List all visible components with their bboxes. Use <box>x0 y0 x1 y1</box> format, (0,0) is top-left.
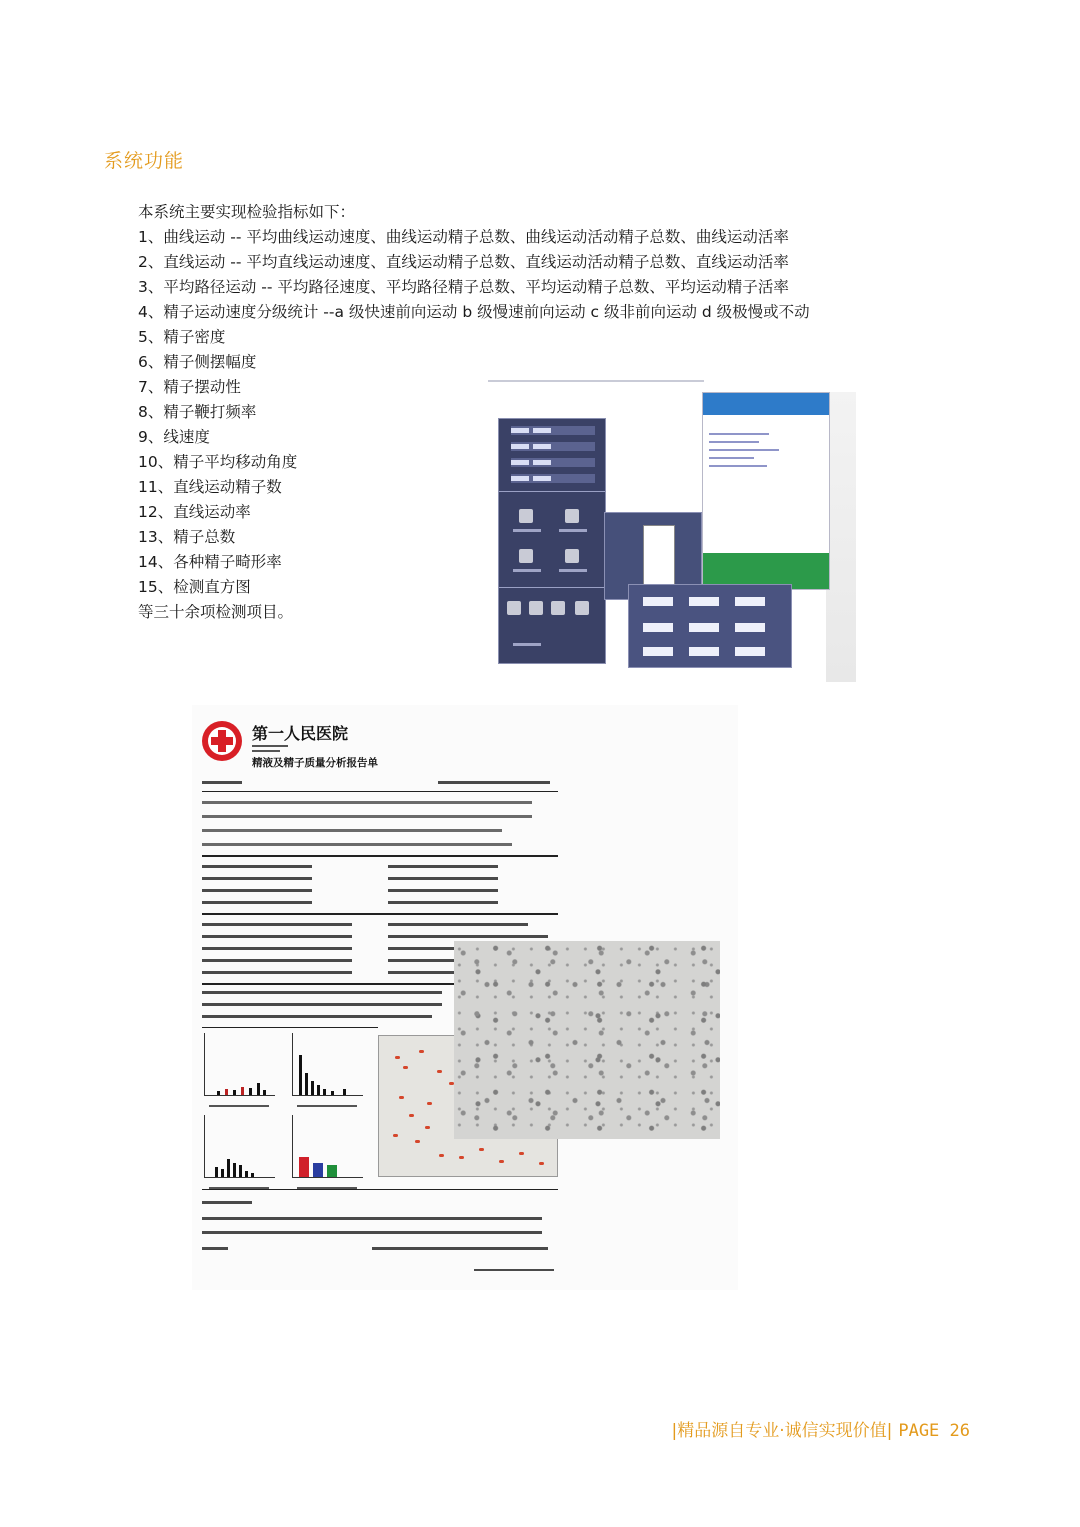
hospital-name: 第一人民医院 <box>252 724 349 743</box>
text-line <box>388 923 528 926</box>
text-line <box>474 1269 554 1271</box>
menu-row <box>511 474 595 483</box>
text-line <box>202 865 312 868</box>
rule <box>202 791 558 792</box>
text-line <box>202 935 352 938</box>
text-line <box>202 815 532 818</box>
app-icon <box>565 549 579 563</box>
param-field <box>735 623 765 632</box>
param-field <box>689 597 719 606</box>
intro-line: 10、精子平均移动角度 <box>138 453 298 471</box>
text-line <box>202 1247 228 1250</box>
rule <box>202 913 558 915</box>
param-field <box>735 597 765 606</box>
text-line <box>202 947 352 950</box>
rule <box>202 1189 558 1190</box>
text-line <box>438 781 550 784</box>
intro-line: 4、精子运动速度分级统计 --a 级快速前向运动 b 级慢速前向运动 c 级非前向运动 d 级极慢或不动 <box>138 303 810 321</box>
intro-line: 7、精子摆动性 <box>138 378 241 396</box>
intro-line: 12、直线运动率 <box>138 503 251 521</box>
intro-line: 等三十余项检测项目。 <box>138 603 294 621</box>
software-screenshot-collage <box>488 378 860 674</box>
icon-label <box>513 643 541 646</box>
text-line <box>202 971 352 974</box>
list-line <box>709 457 754 459</box>
background-strip <box>826 392 856 682</box>
report-title: 精液及精子质量分析报告单 <box>252 757 378 769</box>
intro-line: 14、各种精子畸形率 <box>138 553 282 571</box>
histogram <box>292 1115 363 1178</box>
list-line <box>709 433 769 435</box>
microscope-image <box>454 941 720 1139</box>
text-line <box>388 959 454 962</box>
list-line <box>709 449 779 451</box>
app-icon <box>551 601 565 615</box>
icon-label <box>513 529 541 532</box>
intro-line: 3、平均路径运动 -- 平均路径速度、平均路径精子总数、平均运动精子总数、平均运动精子活率 <box>138 278 789 296</box>
text-line <box>202 1231 542 1234</box>
text-line <box>202 829 502 832</box>
text-line <box>202 1015 432 1018</box>
intro-line: 13、精子总数 <box>138 528 236 546</box>
text-line <box>202 1003 442 1006</box>
parameters-window <box>628 584 792 668</box>
menu-row <box>511 426 595 435</box>
footer-slogan: |精品源自专业·诚信实现价值| <box>671 1421 893 1441</box>
text-line <box>202 801 532 804</box>
intro-line: 6、精子侧摆幅度 <box>138 353 257 371</box>
option-list <box>643 525 675 587</box>
intro-line: 9、线速度 <box>138 428 210 446</box>
hospital-cross-icon <box>202 721 242 761</box>
status-bar <box>703 553 829 571</box>
app-icon <box>507 601 521 615</box>
text-line <box>202 901 312 904</box>
text-line <box>202 1201 252 1204</box>
app-icon <box>529 601 543 615</box>
text-line <box>202 991 442 994</box>
footer <box>671 1416 970 1441</box>
divider <box>499 587 605 588</box>
divider <box>488 380 704 382</box>
list-line <box>709 441 759 443</box>
text-line <box>202 781 242 784</box>
icon-label <box>559 529 587 532</box>
text-line <box>388 865 498 868</box>
param-field <box>689 623 719 632</box>
app-icon <box>575 601 589 615</box>
list-line <box>709 465 767 467</box>
rule <box>202 1027 378 1028</box>
icon-label <box>513 569 541 572</box>
text-line <box>252 745 288 747</box>
menu-row <box>511 458 595 467</box>
text-line <box>202 923 352 926</box>
param-field <box>689 647 719 656</box>
intro-line: 本系统主要实现检验指标如下： <box>138 203 356 221</box>
text-line <box>202 889 312 892</box>
app-icon <box>519 549 533 563</box>
text-line <box>202 877 312 880</box>
page-number: PAGE 26 <box>898 1421 970 1441</box>
text-line <box>202 1217 542 1220</box>
text-line <box>388 947 454 950</box>
histogram-caption <box>297 1105 357 1107</box>
text-line <box>372 1247 548 1250</box>
menu-row <box>511 442 595 451</box>
app-icon <box>565 509 579 523</box>
intro-line: 5、精子密度 <box>138 328 226 346</box>
rule <box>202 855 558 857</box>
icon-label <box>559 569 587 572</box>
intro-line: 2、直线运动 -- 平均直线运动速度、直线运动精子总数、直线运动活动精子总数、直线运动活率 <box>138 253 789 271</box>
text-line <box>388 889 498 892</box>
app-icon <box>519 509 533 523</box>
histogram <box>204 1033 275 1096</box>
intro-line: 8、精子鞭打频率 <box>138 403 257 421</box>
intro-line: 15、检测直方图 <box>138 578 251 596</box>
text-line <box>202 843 512 846</box>
text-line <box>202 959 352 962</box>
param-field <box>643 623 673 632</box>
histogram-caption <box>209 1105 269 1107</box>
param-field <box>643 647 673 656</box>
results-window <box>702 392 830 590</box>
toolbar <box>703 393 829 415</box>
analysis-report-sample <box>192 705 738 1290</box>
histogram <box>204 1115 275 1178</box>
param-field <box>735 647 765 656</box>
text-line <box>388 877 498 880</box>
text-line <box>388 901 498 904</box>
main-menu-window <box>498 418 606 664</box>
text-line <box>388 971 454 974</box>
text-line <box>388 935 548 938</box>
text-line <box>252 750 280 752</box>
param-field <box>643 597 673 606</box>
intro-line: 1、曲线运动 -- 平均曲线运动速度、曲线运动精子总数、曲线运动活动精子总数、曲线运动活率 <box>138 228 789 246</box>
section-title: 系统功能 <box>104 150 185 172</box>
divider <box>499 491 605 492</box>
intro-line: 11、直线运动精子数 <box>138 478 282 496</box>
histogram <box>292 1033 363 1096</box>
rule <box>202 983 454 985</box>
